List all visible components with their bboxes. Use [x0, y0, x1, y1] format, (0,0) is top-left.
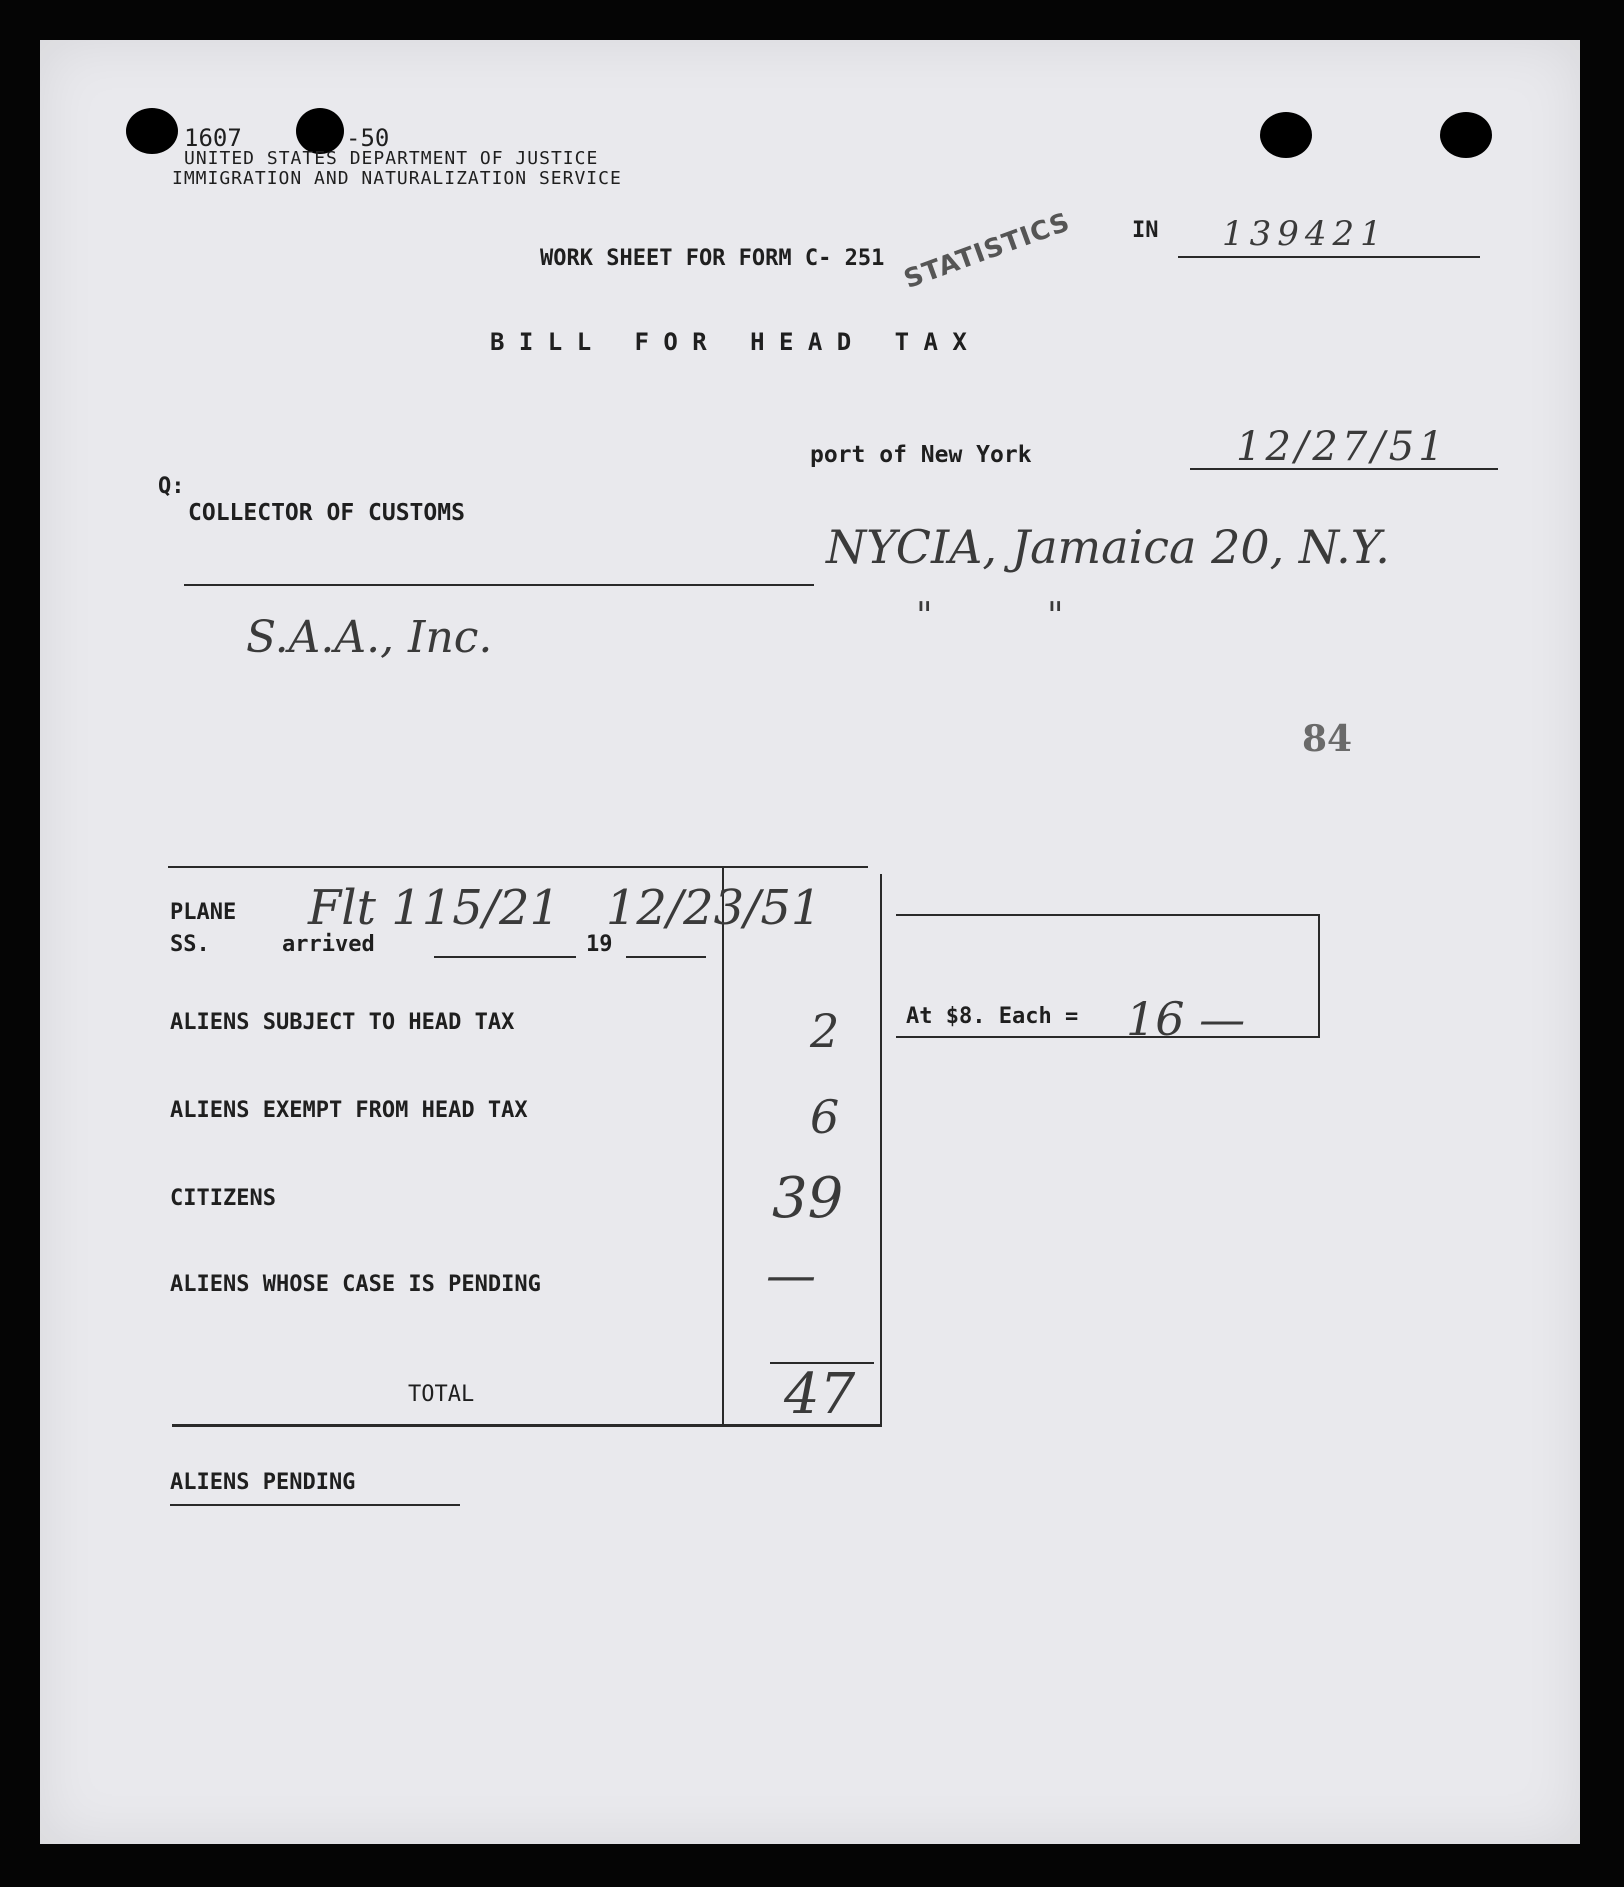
- flight-handwritten: Flt 115/21 12/23/51: [308, 880, 822, 936]
- document-page: [40, 40, 1580, 1844]
- ss-label: SS.: [170, 932, 210, 957]
- total-value: 47: [784, 1362, 856, 1427]
- collector-underline: [184, 584, 814, 586]
- in-number-underline: [1178, 256, 1480, 258]
- agency-line-2: IMMIGRATION AND NATURALIZATION SERVICE: [172, 168, 622, 189]
- row-label-citizens: CITIZENS: [170, 1186, 276, 1211]
- statistics-stamp: STATISTICS: [900, 207, 1075, 295]
- rate-box-bottom: [896, 1036, 1318, 1038]
- table-top-border: [168, 866, 868, 868]
- punch-hole-right-1: [1260, 112, 1312, 158]
- worksheet-title: WORK SHEET FOR FORM C- 251: [540, 246, 885, 271]
- row-value-pending: —: [766, 1246, 816, 1304]
- table-value-column-left: [722, 866, 724, 1424]
- punch-hole-right-2: [1440, 112, 1492, 158]
- arrived-label: arrived: [282, 932, 375, 957]
- rate-box-right: [1318, 914, 1320, 1038]
- agency-line-1: UNITED STATES DEPARTMENT OF JUSTICE: [184, 148, 599, 169]
- year-prefix: 19: [586, 932, 613, 957]
- table-value-column-right: [880, 874, 882, 1424]
- row-value-exempt: 6: [810, 1090, 840, 1144]
- rate-box-top: [896, 914, 1318, 916]
- rate-label: At $8. Each =: [906, 1004, 1079, 1029]
- bill-title: B I L L F O R H E A D T A X: [490, 328, 967, 356]
- company-handwritten: S.A.A., Inc.: [246, 612, 493, 663]
- row-label-pending: ALIENS WHOSE CASE IS PENDING: [170, 1272, 541, 1297]
- date-underline: [1190, 468, 1498, 470]
- row-label-subject: ALIENS SUBJECT TO HEAD TAX: [170, 1010, 515, 1035]
- port-label: port of New York: [810, 442, 1032, 468]
- in-number: 139421: [1222, 214, 1388, 254]
- total-label: TOTAL: [408, 1382, 475, 1407]
- aliens-pending-underline: [170, 1504, 460, 1506]
- to-label: Q:: [158, 474, 185, 499]
- form-number-a: 1607: [184, 124, 242, 152]
- rate-value: 16 —: [1126, 992, 1246, 1046]
- port-date: 12/27/51: [1236, 424, 1448, 470]
- collector-label: COLLECTOR OF CUSTOMS: [188, 500, 465, 526]
- table-bottom-border: [172, 1424, 882, 1427]
- row-value-citizens: 39: [772, 1166, 844, 1231]
- plane-label: PLANE: [170, 900, 237, 925]
- ditto-marks: " ": [916, 596, 1064, 637]
- form-number-b: -50: [346, 124, 390, 152]
- arrived-date-line-1: [434, 956, 576, 958]
- row-value-subject: 2: [810, 1004, 840, 1058]
- arrived-date-line-2: [626, 956, 706, 958]
- in-label: IN: [1132, 218, 1159, 243]
- aliens-pending-label: ALIENS PENDING: [170, 1470, 356, 1495]
- location-handwritten: NYCIA, Jamaica 20, N.Y.: [826, 520, 1390, 574]
- row-label-exempt: ALIENS EXEMPT FROM HEAD TAX: [170, 1098, 528, 1123]
- page-number: 84: [1302, 718, 1353, 760]
- punch-hole-left: [126, 108, 178, 154]
